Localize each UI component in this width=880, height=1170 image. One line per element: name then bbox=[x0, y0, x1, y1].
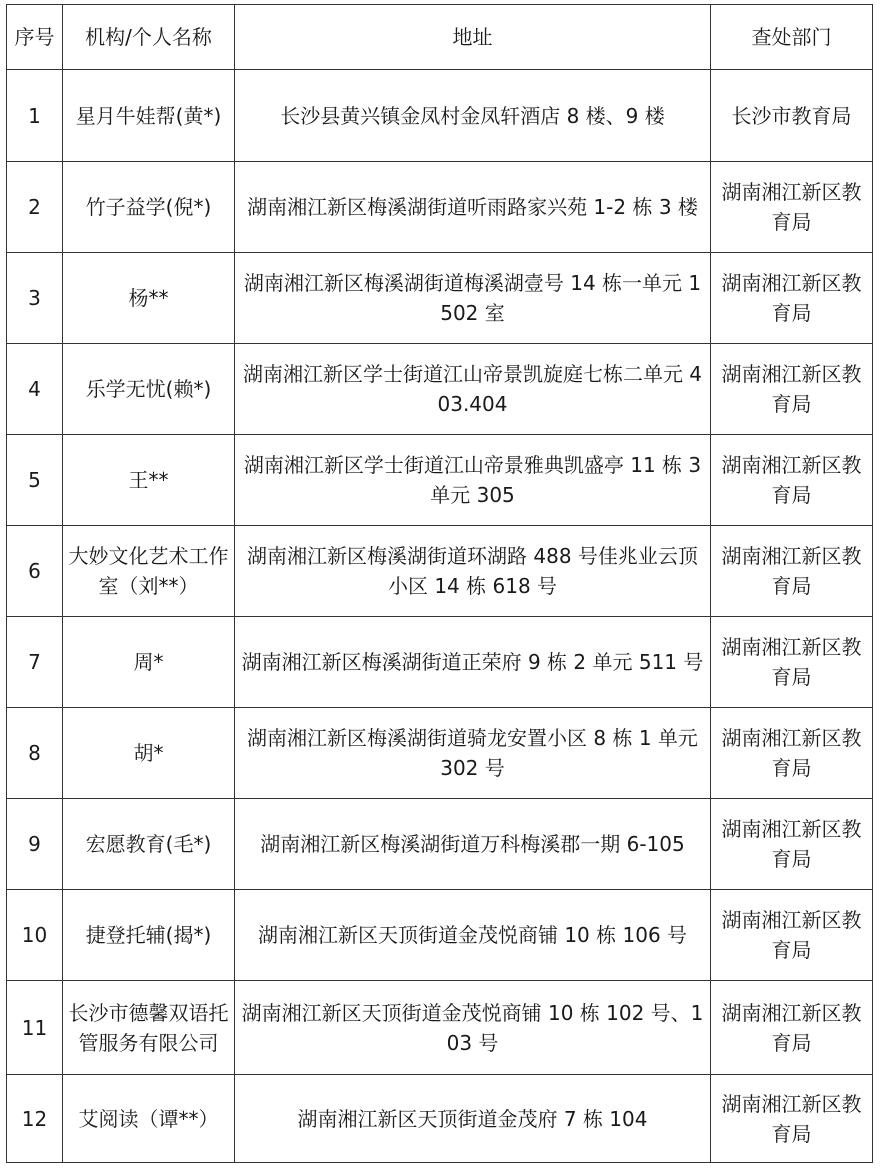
table-row bbox=[7, 435, 873, 526]
cell-name: 竹子益学(倪*) bbox=[63, 162, 235, 253]
cell-address: 湖南湘江新区梅溪湖街道听雨路家兴苑 1-2 栋 3 楼 bbox=[235, 162, 711, 253]
table-row bbox=[7, 890, 873, 981]
table-row bbox=[7, 526, 873, 617]
cell-name: 星月牛娃帮(黄*) bbox=[63, 70, 235, 162]
cell-seq: 1 bbox=[7, 70, 63, 162]
cell-address: 湖南湘江新区梅溪湖街道梅溪湖壹号 14 栋一单元 1502 室 bbox=[235, 253, 711, 344]
cell-department: 湖南湘江新区教育局 bbox=[711, 162, 873, 253]
cell-name: 杨** bbox=[63, 253, 235, 344]
cell-department: 湖南湘江新区教育局 bbox=[711, 617, 873, 708]
table-row bbox=[7, 617, 873, 708]
table-row bbox=[7, 1075, 873, 1163]
cell-address: 湖南湘江新区学士街道江山帝景雅典凯盛亭 11 栋 3 单元 305 bbox=[235, 435, 711, 526]
cell-name: 胡* bbox=[63, 708, 235, 799]
header-department: 查处部门 bbox=[711, 5, 873, 70]
table-row bbox=[7, 344, 873, 435]
cell-address: 长沙县黄兴镇金凤村金凤轩酒店 8 楼、9 楼 bbox=[235, 70, 711, 162]
table-header-row bbox=[7, 5, 873, 70]
cell-department: 湖南湘江新区教育局 bbox=[711, 890, 873, 981]
cell-department: 湖南湘江新区教育局 bbox=[711, 526, 873, 617]
cell-seq: 4 bbox=[7, 344, 63, 435]
cell-name: 王** bbox=[63, 435, 235, 526]
cell-seq: 12 bbox=[7, 1075, 63, 1163]
cell-name: 长沙市德馨双语托管服务有限公司 bbox=[63, 981, 235, 1075]
table-row bbox=[7, 981, 873, 1075]
cell-address: 湖南湘江新区天顶街道金茂悦商铺 10 栋 102 号、103 号 bbox=[235, 981, 711, 1075]
table-row bbox=[7, 253, 873, 344]
cell-name: 大妙文化艺术工作室（刘**） bbox=[63, 526, 235, 617]
cell-name: 艾阅读（谭**） bbox=[63, 1075, 235, 1163]
penalty-table-container bbox=[6, 4, 873, 1163]
cell-department: 湖南湘江新区教育局 bbox=[711, 435, 873, 526]
cell-seq: 8 bbox=[7, 708, 63, 799]
header-seq: 序号 bbox=[7, 5, 63, 70]
cell-department: 湖南湘江新区教育局 bbox=[711, 981, 873, 1075]
penalty-table bbox=[6, 4, 873, 1163]
cell-address: 湖南湘江新区梅溪湖街道万科梅溪郡一期 6-105 bbox=[235, 799, 711, 890]
cell-seq: 11 bbox=[7, 981, 63, 1075]
cell-seq: 9 bbox=[7, 799, 63, 890]
cell-seq: 2 bbox=[7, 162, 63, 253]
cell-department: 湖南湘江新区教育局 bbox=[711, 344, 873, 435]
cell-address: 湖南湘江新区梅溪湖街道正荣府 9 栋 2 单元 511 号 bbox=[235, 617, 711, 708]
cell-department: 湖南湘江新区教育局 bbox=[711, 253, 873, 344]
table-row bbox=[7, 162, 873, 253]
cell-department: 湖南湘江新区教育局 bbox=[711, 708, 873, 799]
cell-department: 湖南湘江新区教育局 bbox=[711, 799, 873, 890]
cell-department: 长沙市教育局 bbox=[711, 70, 873, 162]
cell-name: 捷登托辅(揭*) bbox=[63, 890, 235, 981]
header-address: 地址 bbox=[235, 5, 711, 70]
cell-address: 湖南湘江新区梅溪湖街道骑龙安置小区 8 栋 1 单元 302 号 bbox=[235, 708, 711, 799]
cell-seq: 5 bbox=[7, 435, 63, 526]
cell-name: 乐学无忧(赖*) bbox=[63, 344, 235, 435]
cell-address: 湖南湘江新区天顶街道金茂府 7 栋 104 bbox=[235, 1075, 711, 1163]
cell-address: 湖南湘江新区梅溪湖街道环湖路 488 号佳兆业云顶小区 14 栋 618 号 bbox=[235, 526, 711, 617]
cell-seq: 7 bbox=[7, 617, 63, 708]
table-row bbox=[7, 799, 873, 890]
cell-address: 湖南湘江新区学士街道江山帝景凯旋庭七栋二单元 403.404 bbox=[235, 344, 711, 435]
cell-name: 宏愿教育(毛*) bbox=[63, 799, 235, 890]
cell-name: 周* bbox=[63, 617, 235, 708]
cell-department: 湖南湘江新区教育局 bbox=[711, 1075, 873, 1163]
table-row bbox=[7, 708, 873, 799]
cell-address: 湖南湘江新区天顶街道金茂悦商铺 10 栋 106 号 bbox=[235, 890, 711, 981]
cell-seq: 3 bbox=[7, 253, 63, 344]
table-row bbox=[7, 70, 873, 162]
cell-seq: 6 bbox=[7, 526, 63, 617]
header-name: 机构/个人名称 bbox=[63, 5, 235, 70]
cell-seq: 10 bbox=[7, 890, 63, 981]
